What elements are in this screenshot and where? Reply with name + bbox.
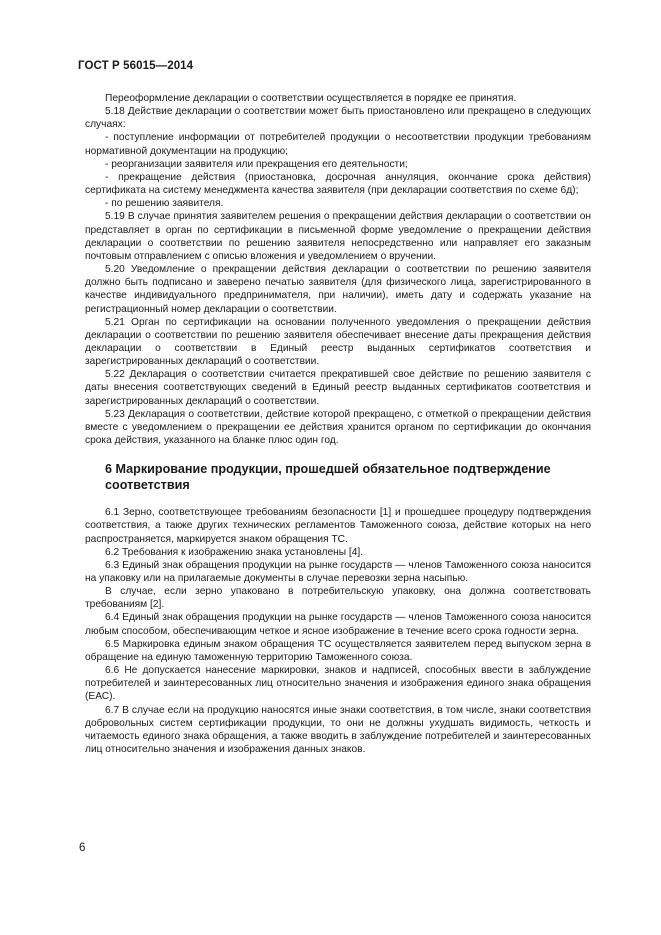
clause-5-23: 5.23 Декларация о соответствии, действие которой прекращено, с отметкой о прекращении действия вместе с уведомлением о прекращении ее действия хранится органом по сертификации до окончания срока действия, указанного на бланке плюс один год.: [85, 408, 591, 447]
clause-6-4: 6.4 Единый знак обращения продукции на рынке государств — членов Таможенного союза наносится любым способом, обеспечивающим четкое и ясное изображение в течение всего срока годности зерна.: [85, 612, 591, 637]
clause-5-22: 5.22 Декларация о соответствии считается прекратившей свое действие по решению заявителя с даты внесения соответствующих сведений в Единый реестр выданных сертификатов соответствия и зарегистрированных деклараций о соответствии.: [85, 369, 591, 407]
document-body: [85, 92, 591, 756]
clause-5-18: 5.18 Действие декларации о соответствии может быть приостановлено или прекращено в следующих случаях:: [85, 106, 591, 131]
list-item: - поступление информации от потребителей продукции о несоответствии продукции требованиям нормативной документации на продукцию;: [85, 132, 591, 157]
clause-6-6: 6.6 Не допускается нанесение маркировки, знаков и надписей, способных ввести в заблуждение потребителей и заинтересованных лиц относительно значения и изображения единого знака обращения (ЕАС).: [85, 665, 591, 703]
clause-6-7: 6.7 В случае если на продукцию наносятся иные знаки соответствия, в том числе, знаки соответствия добровольных систем сертификации продукции, то они не должны ухудшать видимость, четкость и читаемость единого знака обращения, а также вводить в заблуждение потребителей и заинтересованных лиц относительно значения и изображения данных знаков.: [85, 704, 591, 756]
section-heading: 6 Маркирование продукции, прошедшей обязательное подтверждение соответствия: [105, 462, 551, 493]
paragraph: Переоформление декларации о соответствии осуществляется в порядке ее принятия.: [105, 93, 517, 104]
document-header: ГОСТ Р 56015—2014: [78, 60, 194, 72]
list-item: - прекращение действия (приостановка, досрочная аннуляция, окончание срока действия) сертификата на систему менеджмента качества заявителя (при декларации соответствия по схеме 6д);: [85, 171, 591, 197]
clause-6-2: 6.2 Требования к изображению знака установлены [4].: [105, 546, 364, 558]
clause-5-21: 5.21 Орган по сертификации на основании полученного уведомления о прекращении действия декларации о соответствии по решению заявителя обеспечивает внесение даты прекращения действия декларации о соответствии в Единый реестр выданных сертификатов соответствия и зарегистрированных деклараций о соответствии.: [85, 316, 591, 368]
clause-6-5: 6.5 Маркировка единым знаком обращения ТС осуществляется заявителем перед выпуском зерна в обращение на единую таможенную территорию Таможенного союза.: [85, 638, 591, 663]
page-number: 6: [79, 842, 86, 854]
list-item: - по решению заявителя.: [105, 198, 224, 210]
clause-5-20: 5.20 Уведомление о прекращении действия декларации о соответствии по решению заявителя должно быть подписано и заверено печатью заявителя (для физического лица, зарегистрированного в качестве индивидуального предпринимателя, при наличии), иметь дату и содержать указание на регистрационный номер декларации о соответствии.: [85, 264, 591, 315]
paragraph: В случае, если зерно упаковано в потребительскую упаковку, она должна соответствовать требованиям [2].: [85, 586, 591, 611]
clause-6-1: 6.1 Зерно, соответствующее требованиям безопасности [1] и прошедшее процедуру подтверждения соответствия, а также других технических регламентов Таможенного союза, действие которых на него распространяется, маркируется знаком обращения ТС.: [85, 507, 591, 545]
clause-6-3: 6.3 Единый знак обращения продукции на рынке государств — членов Таможенного союза наносится на упаковку или на прилагаемые документы в случае перевозки зерна насыпью.: [85, 559, 591, 584]
list-item: - реорганизации заявителя или прекращения его деятельности;: [105, 158, 408, 170]
clause-5-19: 5.19 В случае принятия заявителем решения о прекращении действия декларации о соответствии он представляет в орган по сертификации в письменной форме уведомление о прекращении действия декларации о соответствии по решению заявителя непосредственно или направляет его заказным почтовым отправлением с описью вложения и уведомлением о вручении.: [85, 211, 591, 262]
